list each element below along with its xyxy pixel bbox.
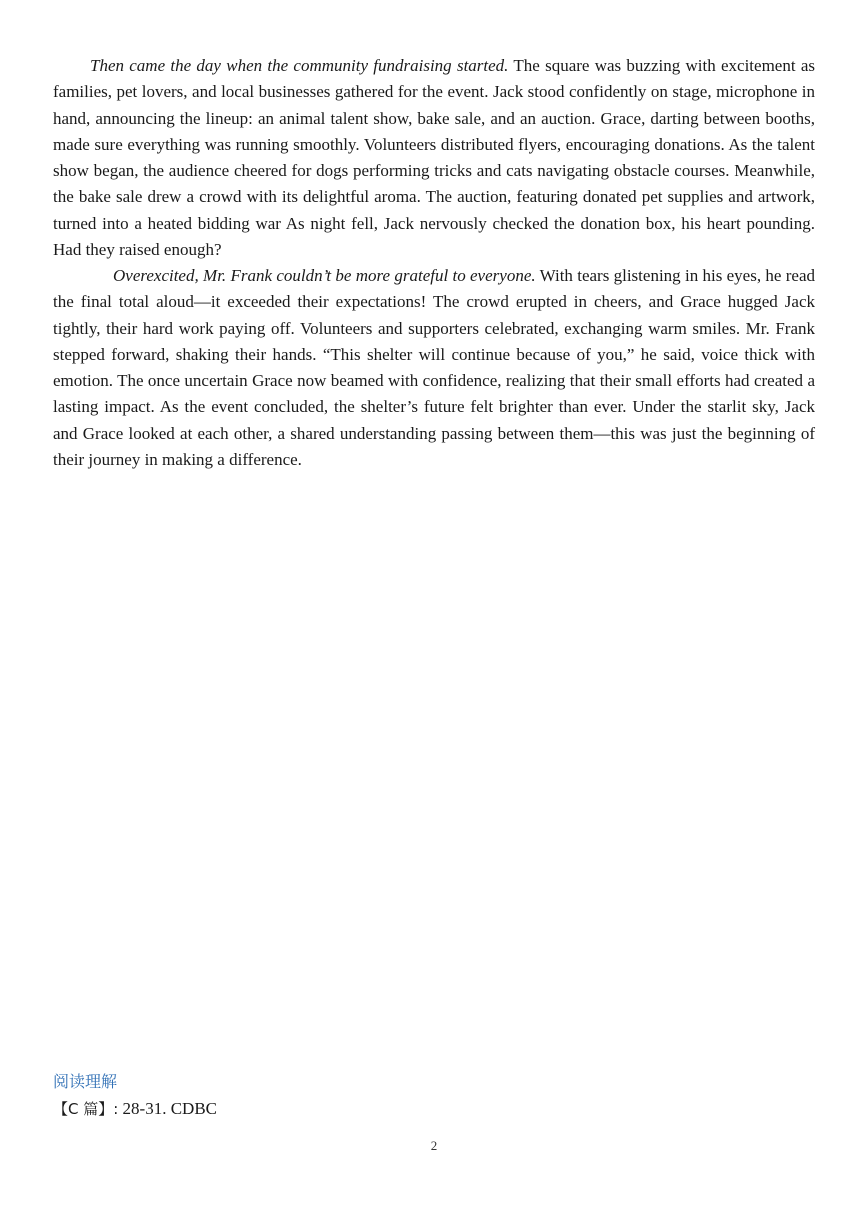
page-number: 2 <box>430 1138 438 1153</box>
answer-values: 28-31. CDBC <box>118 1099 218 1118</box>
paragraph-lead-sentence: Overexcited, Mr. Frank couldn’t be more grateful to everyone. <box>113 266 536 285</box>
paragraph-body-text: The square was buzzing with excitement as families, pet lovers, and local businesses gathered for the event. Jack stood confidently on stage, microphone in hand, announcing the lineup: an animal talent show, bake sale, and an auction. Grace, darting between booths, made sure everything was running smoothly. Volunteers distributed flyers, encouraging donations. As the talent show began, the audience cheered for dogs performing tricks and cats navigating obstacle courses. Meanwhile, the bake sale drew a crowd with its delightful aroma. The auction, featuring donated pet supplies and artwork, turned into a heated bidding war As night fell, Jack nervously checked the donation box, his heart pounding. Had they raised enough? <box>53 56 815 260</box>
story-paragraph-1 <box>53 53 815 263</box>
paragraph-body-text: With tears glistening in his eyes, he read the final total aloud—it exceeded their expectations! The crowd erupted in cheers, and Grace hugged Jack tightly, their hard work paying off. Volunteers and supporters celebrated, exchanging warm smiles. Mr. Frank stepped forward, shaking their hands. “This shelter will continue because of you,” he said, voice thick with emotion. The once uncertain Grace now beamed with confidence, realizing that their small efforts had created a lasting impact. As the event concluded, the shelter’s future felt brighter than ever. Under the starlit sky, Jack and Grace looked at each other, a shared understanding passing between them—this was just the beginning of their journey in making a difference. <box>53 266 815 470</box>
story-paragraph-2 <box>53 263 815 473</box>
section-title-reading-comprehension: 阅读理解 <box>53 1072 118 1091</box>
answer-key-line <box>53 1097 217 1121</box>
paragraph-lead-sentence: Then came the day when the community fundraising started. <box>90 56 509 75</box>
answer-section-label: 【C 篇】: <box>53 1100 119 1118</box>
